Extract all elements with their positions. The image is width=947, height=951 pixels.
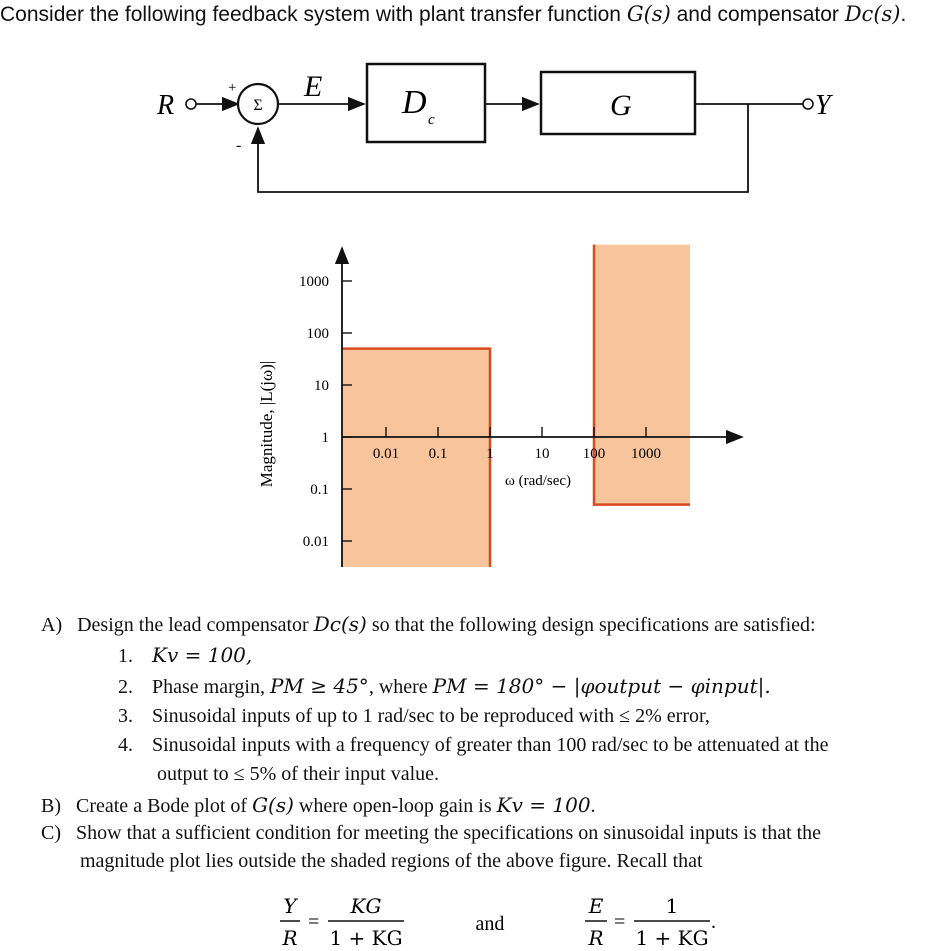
intro-text-a: Consider the following feedback system with plant transfer function [0,3,627,26]
spec-4-continued: output to ≤ 5% of their input value. [157,763,440,785]
intro-text-c: . [900,3,907,26]
question-b-g: G(s) [252,793,294,817]
sum-symbol: Σ [253,97,263,114]
plus-sign: + [228,80,237,96]
spec-1-text: Kv = 100, [152,643,253,667]
formula-1-rhs-denominator: 1 + KG [329,926,403,950]
question-b [41,793,596,818]
spec-3-num: 3. [118,705,133,727]
question-a [41,612,816,637]
shaded-region-high-frequency [594,245,690,505]
question-b-kv: Kv = 100 [496,793,591,817]
formula-2-rhs-denominator: 1 + KG [635,926,709,950]
spec-2-math: PM ≥ 45° [269,674,369,698]
input-label-r: R [157,90,175,121]
output-label-y: Y [815,90,831,121]
x-tick-label: 1 [486,446,494,462]
intro-dc-func: Dc(s) [844,2,901,26]
question-b-text-1: Create a Bode plot of [76,795,253,817]
formula-2-period: . [711,911,716,933]
spec-4-num: 4. [118,734,133,756]
formula-and: and [475,913,505,935]
question-c [41,822,821,845]
spec-3 [118,705,710,728]
y-tick-label: 10 [314,378,329,394]
x-tick-label: 10 [534,446,550,462]
spec-3-text: Sinusoidal inputs of up to 1 rad/sec to be reproduced with ≤ 2% error, [152,705,710,727]
question-c-text-1: Show that a sufficient condition for meeting the specifications on sinusoidal inputs is that the [76,822,822,844]
spec-2-text-1: Phase margin, [152,676,270,698]
formula-2-lhs-denominator: R [588,926,604,950]
question-a-label: A) [41,614,63,636]
formula-1-rhs-numerator: KG [350,894,382,918]
question-b-text-2: where open-loop gain is [293,795,497,817]
spec-2-num: 2. [118,676,133,698]
question-a-text-1: Design the lead compensator [77,614,314,636]
question-a-text-2: so that the following design specifications are satisfied: [366,614,816,636]
question-b-text-3: . [590,795,596,817]
intro-text-b: and compensator [670,3,845,26]
question-c-continued: magnitude plot lies outside the shaded regions of the above figure. Recall that [80,850,703,872]
formula-2-rhs-numerator: 1 [665,894,679,918]
formula-1-lhs-numerator: Y [283,894,297,918]
x-tick-label: 0.01 [372,446,400,462]
formula-2-lhs-numerator: E [588,894,604,918]
spec-4 [118,734,828,757]
shaded-region-low-frequency [342,349,490,567]
question-a-dc: Dc(s) [313,612,367,636]
y-axis-label: Magnitude, |L(jω)| [257,360,276,488]
spec-2-math-2: PM = 180° − |φoutput − φinput|. [432,674,771,698]
y-tick-label: 0.01 [302,534,329,550]
minus-sign: - [236,137,242,154]
x-tick-label: 0.1 [428,446,448,462]
question-b-label: B) [41,795,61,817]
spec-1-num: 1. [118,645,133,667]
compensator-label: D [402,84,427,121]
intro-g-func: G(s) [626,2,671,26]
question-c-label: C) [41,822,61,844]
formula-1-equals: = [308,911,320,933]
y-tick-label: 0.1 [310,482,329,498]
y-tick-label: 100 [306,326,329,342]
error-label-e: E [304,70,323,103]
spec-4-text-1: Sinusoidal inputs with a frequency of greater than 100 rad/sec to be attenuated at the [152,734,829,756]
y-tick-label: 1 [321,430,329,446]
spec-1 [118,643,252,668]
formula-2-equals: = [614,911,626,933]
x-tick-label: 100 [582,446,606,462]
y-tick-label: 1000 [299,274,329,290]
x-axis-label: ω (rad/sec) [504,473,572,489]
spec-2-text-2: , where [368,676,433,698]
compensator-subscript: c [428,112,435,128]
x-tick-label: 1000 [631,446,661,462]
formula-1-lhs-denominator: R [282,926,298,950]
plant-label: G [610,89,632,122]
spec-2 [118,674,771,699]
